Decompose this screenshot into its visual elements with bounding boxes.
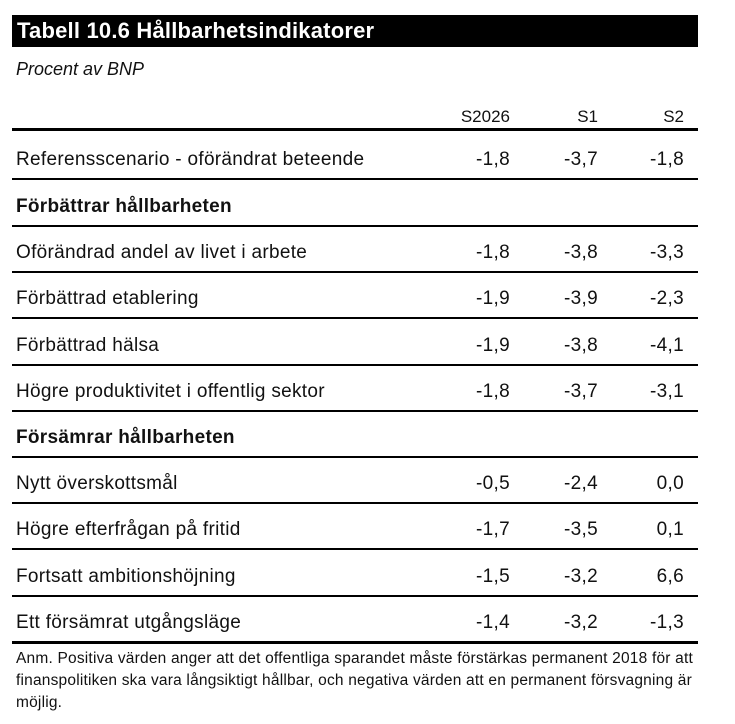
row-rule bbox=[12, 456, 698, 458]
row-rule bbox=[12, 548, 698, 550]
row-label: Oförändrad andel av livet i arbete bbox=[16, 242, 308, 263]
section-header-row bbox=[12, 423, 698, 453]
cell-s1: -3,7 bbox=[564, 381, 598, 402]
row-label: Högre efterfrågan på fritid bbox=[16, 519, 241, 540]
cell-s2: -3,1 bbox=[650, 381, 684, 402]
row-rule bbox=[12, 178, 698, 180]
table-row bbox=[12, 238, 698, 268]
cell-s2: -1,8 bbox=[650, 149, 684, 170]
cell-s2026: -1,5 bbox=[476, 566, 510, 587]
cell-s2: -3,3 bbox=[650, 242, 684, 263]
cell-s2026: -1,8 bbox=[476, 149, 510, 170]
cell-s1: -3,7 bbox=[564, 149, 598, 170]
row-label: Fortsatt ambitionshöjning bbox=[16, 566, 236, 587]
cell-s2: 0,1 bbox=[656, 519, 684, 540]
row-label: Högre produktivitet i offentlig sektor bbox=[16, 381, 325, 402]
row-rule bbox=[12, 364, 698, 366]
cell-s2: 6,6 bbox=[656, 566, 684, 587]
table-container bbox=[12, 15, 698, 633]
header-rule bbox=[12, 128, 698, 131]
row-label: Förbättrad etablering bbox=[16, 288, 199, 309]
table-row bbox=[12, 608, 698, 638]
section-header-row bbox=[12, 192, 698, 222]
table-row bbox=[12, 469, 698, 499]
table-subtitle: Procent av BNP bbox=[16, 59, 145, 79]
cell-s1: -3,5 bbox=[564, 519, 598, 540]
cell-s1: -3,2 bbox=[564, 566, 598, 587]
row-rule bbox=[12, 502, 698, 504]
bottom-rule bbox=[12, 641, 698, 644]
cell-s1: -3,2 bbox=[564, 612, 598, 633]
row-rule bbox=[12, 271, 698, 273]
table-row bbox=[12, 145, 698, 175]
table-row bbox=[12, 331, 698, 361]
row-label: Referensscenario - oförändrat beteende bbox=[16, 149, 365, 170]
cell-s2: -2,3 bbox=[650, 288, 684, 309]
section-label: Försämrar hållbarheten bbox=[16, 427, 235, 448]
row-label: Ett försämrat utgångsläge bbox=[16, 612, 242, 633]
cell-s2: -1,3 bbox=[650, 612, 684, 633]
cell-s2026: -1,9 bbox=[476, 335, 510, 356]
column-header-s2: S2 bbox=[663, 107, 684, 126]
row-rule bbox=[12, 595, 698, 597]
row-rule bbox=[12, 225, 698, 227]
table-note: Anm. Positiva värden anger att det offentliga sparandet måste förstärkas permanent 2018 för att finanspolitiken ska vara långsiktigt hållbar, och negativa värden att en permanent försvagning är möjlig. bbox=[16, 650, 693, 711]
cell-s2026: -1,8 bbox=[476, 381, 510, 402]
table-row bbox=[12, 377, 698, 407]
table-title-text: Tabell 10.6 Hållbarhetsindikatorer bbox=[17, 18, 375, 43]
row-label: Förbättrad hälsa bbox=[16, 335, 160, 356]
row-rule bbox=[12, 317, 698, 319]
cell-s1: -2,4 bbox=[564, 473, 598, 494]
cell-s2: 0,0 bbox=[656, 473, 684, 494]
cell-s2026: -1,8 bbox=[476, 242, 510, 263]
column-headers bbox=[12, 107, 698, 129]
cell-s2026: -1,9 bbox=[476, 288, 510, 309]
table-title bbox=[12, 15, 698, 47]
cell-s2026: -0,5 bbox=[476, 473, 510, 494]
row-rule bbox=[12, 410, 698, 412]
column-header-s1: S1 bbox=[577, 107, 598, 126]
table-row bbox=[12, 284, 698, 314]
cell-s1: -3,8 bbox=[564, 335, 598, 356]
cell-s1: -3,8 bbox=[564, 242, 598, 263]
cell-s2: -4,1 bbox=[650, 335, 684, 356]
table-row bbox=[12, 515, 698, 545]
table-row bbox=[12, 562, 698, 592]
section-label: Förbättrar hållbarheten bbox=[16, 196, 232, 217]
cell-s2026: -1,4 bbox=[476, 612, 510, 633]
column-header-s2026: S2026 bbox=[460, 107, 510, 126]
cell-s2026: -1,7 bbox=[476, 519, 510, 540]
cell-s1: -3,9 bbox=[564, 288, 598, 309]
row-label: Nytt överskottsmål bbox=[16, 473, 178, 494]
